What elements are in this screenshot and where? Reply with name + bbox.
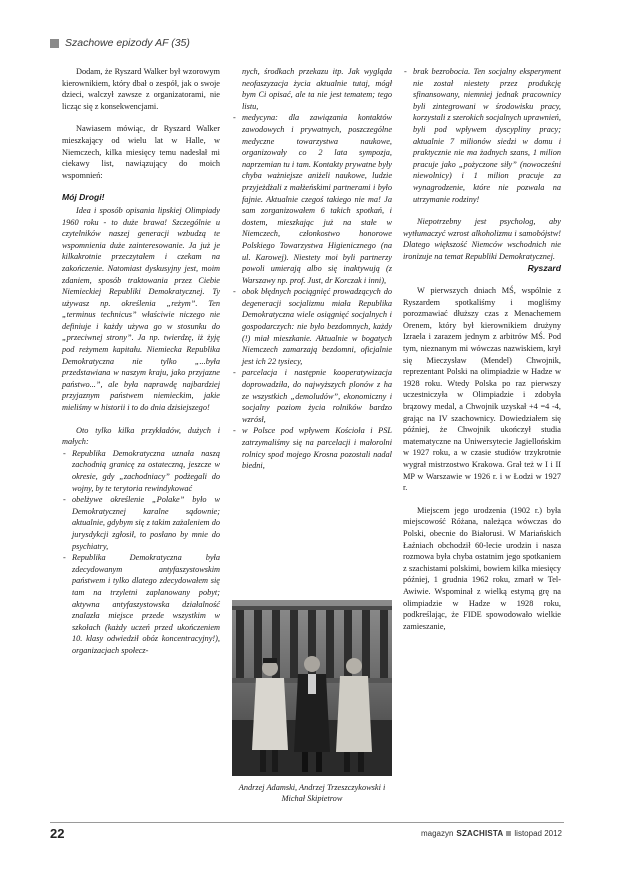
letter-paragraph: Oto tylko kilka przykładów, dużych i małych: <box>62 425 220 447</box>
list-item: - obok błędnych pociągnięć prowadzących do degeneracji socjalizmu miała Republika Demokratyczna wiele osiągnięć socjalnych i gospodarczych: nie było bezdomnych, każdy (!) miał mieszkanie. Aktualnie w bogatych Niemczech zamarzają bezdomni, oficjalnie jest ich 22 tysiecy, <box>232 286 392 367</box>
photo-three-men <box>232 600 392 776</box>
letter-list <box>403 66 561 205</box>
list-item: - brak bezrobocia. Ten socjalny eksperyment nie został niestety przez produkcję sfinansowany, niemniej jednak pracownicy byli zintegrowani w środowisku pracy, korzystali z szerokich socjalnych uprawnień, byli pod wpływem dyscypliny pracy; aktualnie 7 milionów siedzi w domu i praktycznie nie ma żadnych szans, 1 milion pracuje jako „pożyczone siły” (nowocześni niewolnicy) i 1 milion pracuje za wynagrodzenie, które nie pozwala na utrzymanie rodziny! <box>403 66 561 205</box>
header-square-icon <box>50 39 59 48</box>
letter-heading: Mój Drogi! <box>62 192 105 203</box>
list-item: nych, środkach przekazu itp. Jak wygląda neofaszyzacja życia aktualnie tutaj, mógł bym Ci opisać, ale ta nie jest tematem; tego listu, <box>242 67 392 111</box>
column-1 <box>62 66 220 657</box>
paragraph: Miejscem jego urodzenia (1902 r.) była miejscowość Różana, należąca wówczas do Polski, obecnie do Białorusi. W Mariańskich Łaźniach obchodził 60-lecie urodzin i nasza rozmowa była chyba ostatnim jego spotkaniem z szachistami polskimi, bowiem kilka miesięcy później, 1 grudnia 1962 roku, zmarł w Tel-Awiwie. Wspominał z wielką estymą grę na olimpiadzie w Hadze w 1928 roku, podkreślając, że FIDE spowodowało wielkie zamieszanie, <box>403 505 561 631</box>
letter-paragraph: Idea i sposób opisania lipskiej Olimpiady 1960 roku - to duże brawa! Szczególnie u czytelników naszej generacji wzbudzą te wspomnienia duże zainteresowanie. Ja już je kilkakrotnie przeczytałem i czekam na zakończenie. Natomiast dyskusyjny jest, moim zdaniem, sposób traktowania przez Ciebie Niemieckiej Republiki Demokratycznej. Ty używasz np. określenia „reżym”. Ten „terminus technicus” właściwie niczego nie definiuje i każdy używa go w stosunku do „przeciwnej strony”. Ja np. twierdzę, iż żyję pod reżymem kapitału. Niemiecka Republika Demokratyczna nie tylko „...była przedstawiana w naszym kraju, jako przyjazne państwo...”, ale była naprawdę najbardziej przyjaznym państwem niemieckim, jakie mieliśmy w historii i to do dnia dzisiejszego! <box>62 205 220 413</box>
footer-brand: SZACHISTA <box>456 829 504 838</box>
list-item: - medycyna: dla zawiązania kontaktów zawodowych i prywatnych, poszczególne medyczne towarzystwa naukowe, organizowały co 2 lata sympozja, naprzemian tu i tam. Kontakty prywatne były chyba ważniejsze aniżeli naukowe, ludzie przyjeżdżali z małżeńskimi partnerami i było fajnie. Aktualnie czegoś takiego nie ma! Ja sam zorganizowałem 6 takich spotkań, i dostem, mieszkając już na stałe w Niemczech, członkostwo honorowe Polskiego Towarzystwa Higienicznego (na ul. Karowej). Niestety moi byli partnerzy powoli umierają albo się inaktywują (z Warszawy np. prof. Just, dr Korczak i inni), <box>232 112 392 286</box>
paragraph: W pierwszych dniach MŚ, wspólnie z Ryszardem spotkaliśmy i mogliśmy porozmawiać dłuższy czas z Menachemem Orenem, który był kierownikiem drużyny Izraela i zarazem jednym z arbitrów MŚ. Pod tym, nieznanym mi wówczas nazwiskiem, krył się Mieczysław (Mendel) Chwojnik, reprezentant Polski na olimpiadzie w Hadze w 1928 roku. Wtedy Polska po raz pierwszy uczestniczyła w Olimpiadzie i zdobyła brązowy medal, a Chwojnik uzyskał +4 =4 -4, grając na IV szachownicy. Dowiedziałem się później, że Chwojnik ukończył studia matematyczne na Uniwersytecie Jagiellońskim w 1927 roku, a w czasie studiów trzykrotnie wygrał mistrzostwo Krakowa. Grał też w I i II MP w Warszawie w 1926 r. i w Łodzi w 1927 r. <box>403 286 561 493</box>
footer-rule <box>50 822 564 823</box>
footer-magazine <box>421 829 562 838</box>
list-item: - obelżywe określenie „Polake” było w Demokratycznej karalne sądownie; aktualnie, gdybym się z takim zażaleniem do jurysdykcji zgłosił, to posłano by mnie do psychiatry, <box>62 494 220 552</box>
photo-caption: Andrzej Adamski, Andrzej Trzeszczykowski i Michał Skipietrow <box>238 783 386 803</box>
paragraph: Nawiasem mówiąc, dr Ryszard Walker mieszkający od wielu lat w Halle, w Niemczech, kilka miesięcy temu nadesłał mi ciekawy list, nawiązujący do moich wspomnień: <box>62 124 220 180</box>
paragraph: Dodam, że Ryszard Walker był wzorowym kierownikiem, który dbał o zespół, jak o swoje dzieci, walczył zawsze z organizatorami, nie licząc się z konsekwencjami. <box>62 67 220 111</box>
footer-magazine-label: magazyn <box>420 829 454 838</box>
list-item: - Republika Demokratyczna uznała naszą zachodnią granicę za ostateczną, jeszcze w okresie, gdy „zachodniacy” podżegali do wojny, by te terytoria rewindykować <box>62 448 220 494</box>
letter-paragraph: Niepotrzebny jest psycholog, aby wytłumaczyć wzrost alkoholizmu i samobójstw! Dlatego większość Niemców wschodnich nie ironizuje na temat Republiki Demokratycznej. <box>403 217 561 261</box>
letter-signature: Ryszard <box>527 262 561 273</box>
letter-list <box>62 448 220 657</box>
column-3 <box>403 66 561 632</box>
running-header <box>50 36 190 50</box>
column-2 <box>232 66 392 472</box>
list-item: - w Polsce pod wpływem Kościoła i PSL zatrzymaliśmy się na parcelacji i małorolni rolnicy spod mojego Krosna pozostali nadal biedni, <box>232 425 392 471</box>
footer-separator-icon <box>506 831 511 836</box>
list-item: - parcelacja i następnie kooperatywizacja doprowadziła, do najwyższych plonów z ha ze wszystkich „demoludów”, ekonomiczny i socjalny poziom życia rolników bardzo wzrósł, <box>232 367 392 425</box>
header-title: Szachowe epizody AF (35) <box>65 37 190 49</box>
list-item: - Republika Demokratyczna była zdecydowanym antyfaszystowskim państwem i tylko dlatego zdecydowałem się tam na trzyletni zaplanowany pobyt; aktywna antyfaszystowska działalność znalazła miejsce przede wszystkim w szkołach (każdy uczeń przed ukończeniem 10. klasy odwiedził obóz koncentracyjny!), organizacjach społecz- <box>62 552 220 656</box>
letter-list <box>232 66 392 472</box>
footer-issue: listopad 2012 <box>514 829 562 838</box>
page-number: 22 <box>50 826 65 841</box>
